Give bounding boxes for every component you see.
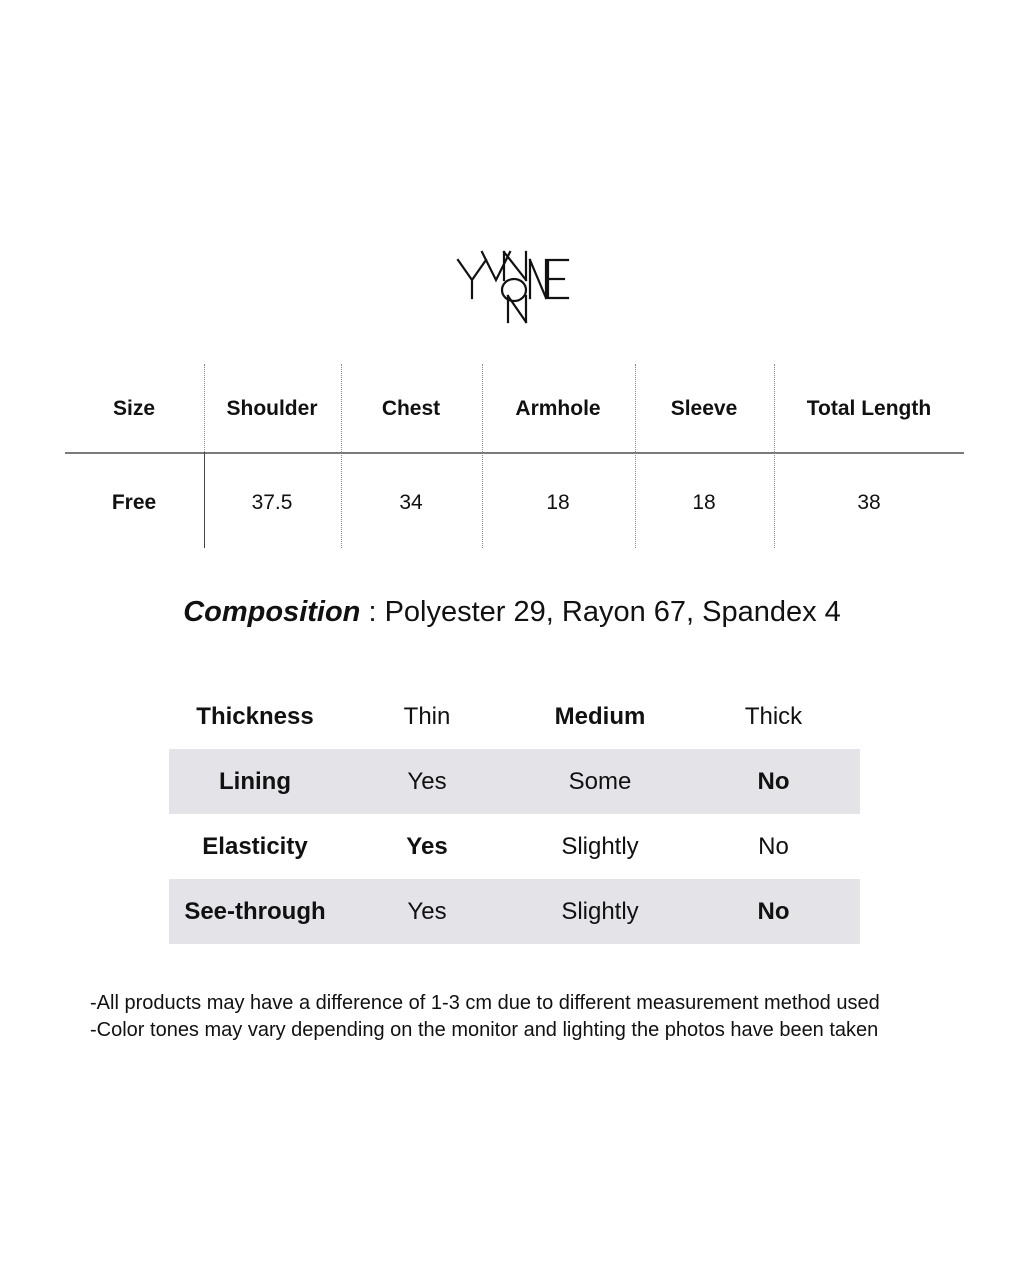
row-armhole: 18 (546, 491, 570, 514)
brand-logo (452, 246, 576, 326)
attribute-row-thickness (169, 684, 860, 749)
attribute-option: Slightly (561, 832, 639, 860)
header-sleeve: Sleeve (670, 397, 738, 420)
header-total-length: Total Length (806, 397, 932, 420)
fabric-attributes-table (169, 684, 860, 944)
attribute-option-selected: Medium (554, 702, 646, 730)
attribute-label: See-through (184, 897, 326, 925)
attribute-row-lining (169, 749, 860, 814)
header-size: Size (112, 397, 156, 420)
composition-line (0, 596, 1024, 629)
composition-separator: : (360, 596, 385, 628)
header-armhole: Armhole (515, 397, 601, 420)
header-shoulder: Shoulder (226, 397, 318, 420)
size-chart-table (65, 364, 964, 548)
attribute-label: Lining (219, 767, 291, 795)
size-chart-header-row (65, 364, 964, 454)
attribute-option: No (758, 832, 789, 860)
row-total-length: 38 (857, 491, 881, 514)
attribute-option: Thin (403, 702, 451, 730)
brand-monogram-logo-icon (452, 246, 576, 326)
row-size: Free (111, 491, 157, 514)
attribute-row-elasticity (169, 814, 860, 879)
column-divider (204, 364, 205, 452)
header-chest: Chest (381, 397, 441, 420)
composition-value: Polyester 29, Rayon 67, Spandex 4 (384, 596, 841, 628)
header-divider (65, 452, 964, 454)
attribute-label: Thickness (196, 702, 314, 730)
attribute-option-selected: No (757, 897, 790, 925)
attribute-option: Thick (744, 702, 803, 730)
note-color-tones: -Color tones may vary depending on the monitor and lighting the photos have been taken (90, 1019, 879, 1041)
attribute-option-selected: Yes (406, 832, 448, 860)
attribute-option-selected: No (757, 767, 790, 795)
composition-label: Composition (183, 596, 361, 628)
size-chart-row (65, 458, 964, 548)
disclaimer-notes (90, 990, 970, 1044)
attribute-option: Yes (407, 767, 447, 795)
attribute-option: Yes (407, 897, 447, 925)
row-shoulder: 37.5 (251, 491, 293, 514)
row-chest: 34 (399, 491, 423, 514)
attribute-option: Slightly (561, 897, 639, 925)
attribute-option: Some (568, 767, 632, 795)
attribute-row-see-through (169, 879, 860, 944)
attribute-label: Elasticity (202, 832, 308, 860)
note-measurement: -All products may have a difference of 1-3 cm due to different measurement method used (90, 992, 880, 1014)
row-sleeve: 18 (692, 491, 716, 514)
